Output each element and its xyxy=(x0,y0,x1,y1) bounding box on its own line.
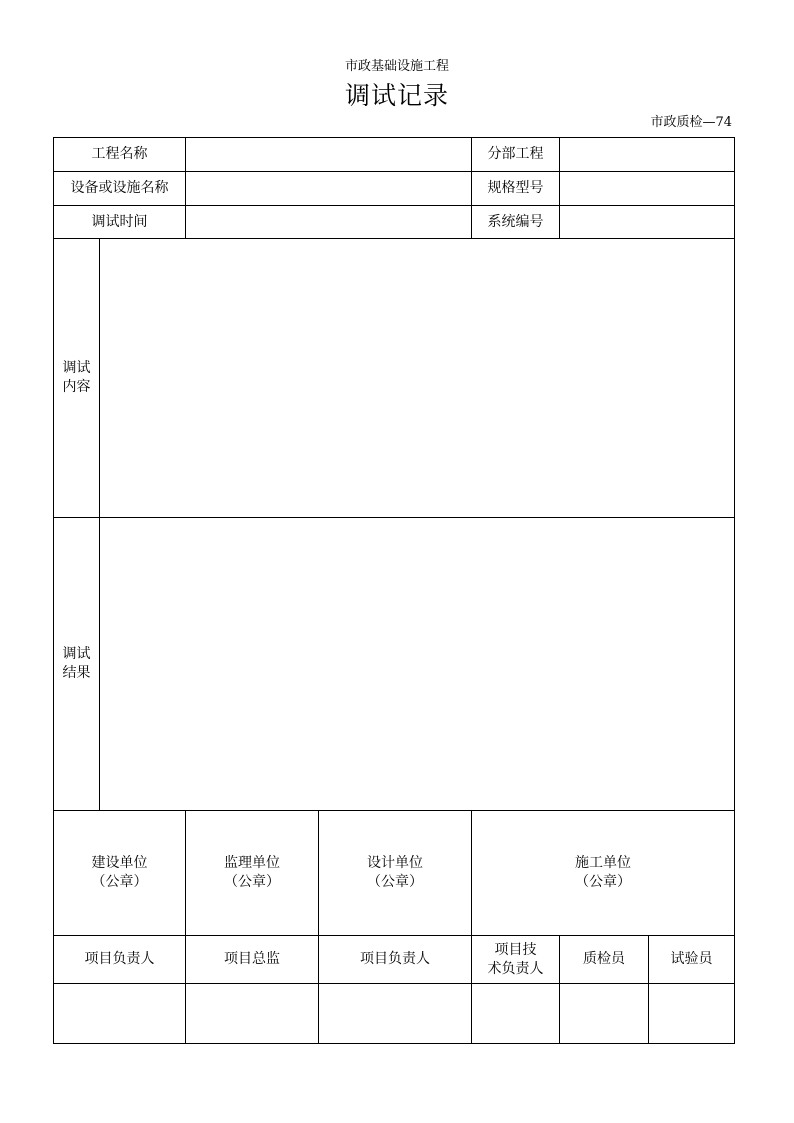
test-result-label xyxy=(54,518,99,810)
test-result-label-line2: 结果 xyxy=(62,665,91,681)
equipment-name-label: 设备或设施名称 xyxy=(70,180,169,196)
owner-unit-cell xyxy=(54,811,185,935)
owner-manager-signature[interactable] xyxy=(54,984,185,1043)
test-content-label-line2: 内容 xyxy=(62,379,91,395)
system-no-field[interactable] xyxy=(560,206,734,238)
tester-label: 试验员 xyxy=(670,951,713,967)
owner-manager-label: 项目负责人 xyxy=(84,951,155,967)
inspector-signature[interactable] xyxy=(560,984,648,1043)
test-result-area[interactable] xyxy=(100,518,734,810)
tech-manager-signature[interactable] xyxy=(472,984,559,1043)
supervisor-unit-seal: （公章） xyxy=(224,874,280,890)
test-time-label: 调试时间 xyxy=(91,213,148,230)
supervisor-unit-cell xyxy=(186,811,318,935)
system-no-label: 系统编号 xyxy=(487,213,544,230)
construction-unit-label: 施工单位 xyxy=(575,855,631,871)
model-field[interactable] xyxy=(560,172,734,205)
design-unit-cell xyxy=(319,811,471,935)
sub-project-field[interactable] xyxy=(560,138,734,171)
sub-project-label: 分部工程 xyxy=(487,146,544,162)
tech-manager-label xyxy=(472,936,559,983)
supervisor-unit-label: 监理单位 xyxy=(224,855,280,871)
record-form xyxy=(53,137,735,1044)
equipment-name-field[interactable] xyxy=(186,172,471,205)
owner-unit-seal: （公章） xyxy=(91,874,148,890)
inspector-label: 质检员 xyxy=(583,951,625,967)
tester-signature[interactable] xyxy=(649,984,734,1043)
project-name-label: 工程名称 xyxy=(91,146,148,162)
project-name-field[interactable] xyxy=(186,138,471,171)
page-title: 调试记录 xyxy=(344,81,449,110)
test-time-field[interactable] xyxy=(186,206,471,238)
construction-unit-seal: （公章） xyxy=(575,874,631,890)
design-unit-label: 设计单位 xyxy=(367,855,423,871)
test-content-label xyxy=(54,239,99,517)
design-manager-label: 项目负责人 xyxy=(360,951,430,967)
chief-supervisor-label: 项目总监 xyxy=(224,951,280,967)
owner-unit-label: 建设单位 xyxy=(91,855,148,871)
test-content-area[interactable] xyxy=(100,239,734,517)
test-content-label-line1: 调试 xyxy=(62,360,91,376)
tech-manager-label-line1: 项目技 xyxy=(494,941,537,958)
design-unit-seal: （公章） xyxy=(367,874,423,890)
form-code: 市政质检—74 xyxy=(650,115,732,130)
test-result-label-line1: 调试 xyxy=(62,646,91,662)
model-label: 规格型号 xyxy=(487,180,544,196)
chief-supervisor-signature[interactable] xyxy=(186,984,318,1043)
design-manager-signature[interactable] xyxy=(319,984,471,1043)
project-category: 市政基础设施工程 xyxy=(344,59,449,74)
tech-manager-label-line2: 术负责人 xyxy=(487,960,544,977)
construction-unit-cell xyxy=(472,811,734,935)
